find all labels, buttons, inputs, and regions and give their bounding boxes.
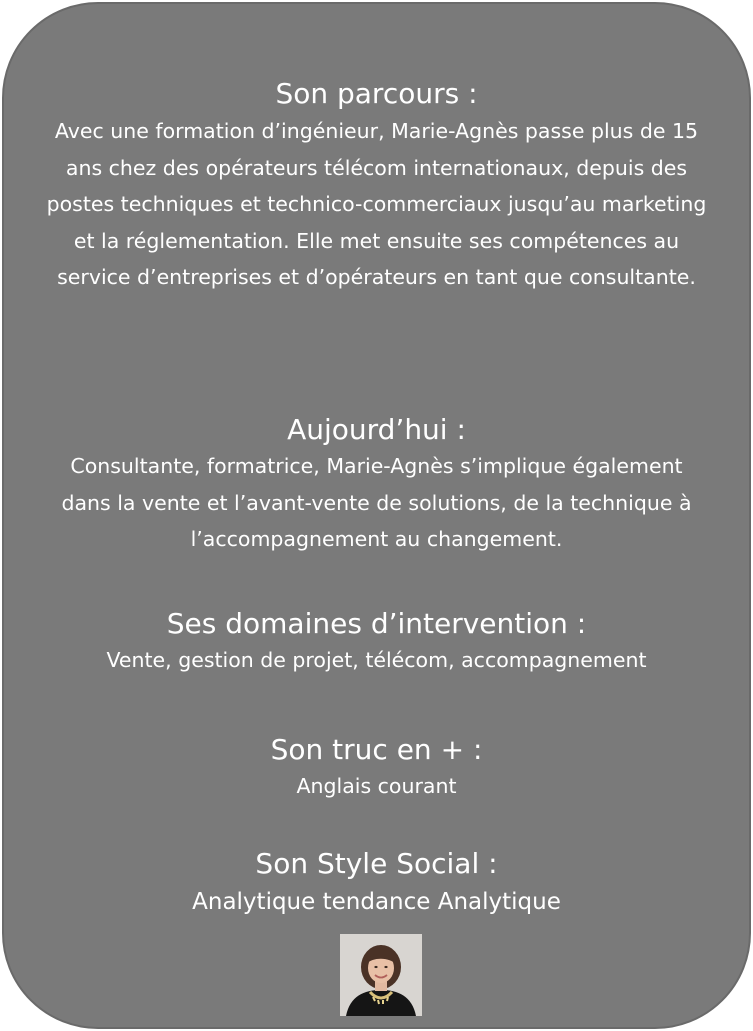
section-text-domaines: Vente, gestion de projet, télécom, accompagnement bbox=[106, 648, 647, 672]
section-style bbox=[44, 846, 709, 922]
portrait-illustration bbox=[340, 934, 422, 1016]
section-title-domaines: Ses domaines d’intervention : bbox=[166, 607, 587, 640]
section-title-style: Son Style Social : bbox=[255, 847, 498, 880]
section-text-style: Analytique tendance Analytique bbox=[192, 889, 561, 915]
section-aujourdhui bbox=[44, 412, 709, 558]
section-truc bbox=[44, 732, 709, 805]
section-title-parcours: Son parcours : bbox=[275, 77, 478, 110]
section-text-parcours: Avec une formation d’ingénieur, Marie-Agnès passe plus de 15 ans chez des opérateurs télécom internationaux, depuis des postes techniques et technico-commerciaux jusqu’au marketing et la réglementation. Elle met ensuite ses compétences au service d’entreprises et d’opérateurs en tant que consultante. bbox=[46, 119, 707, 289]
profile-card bbox=[2, 2, 751, 1029]
section-title-truc: Son truc en + : bbox=[270, 733, 483, 766]
section-text-aujourdhui: Consultante, formatrice, Marie-Agnès s’implique également dans la vente et l’avant-vente de solutions, de la technique à l’accompagnement au changement. bbox=[61, 454, 692, 551]
portrait-photo bbox=[340, 934, 422, 1016]
section-text-truc: Anglais courant bbox=[296, 774, 457, 798]
section-title-aujourdhui: Aujourd’hui : bbox=[287, 413, 466, 446]
section-parcours bbox=[44, 76, 709, 296]
section-domaines bbox=[44, 606, 709, 679]
